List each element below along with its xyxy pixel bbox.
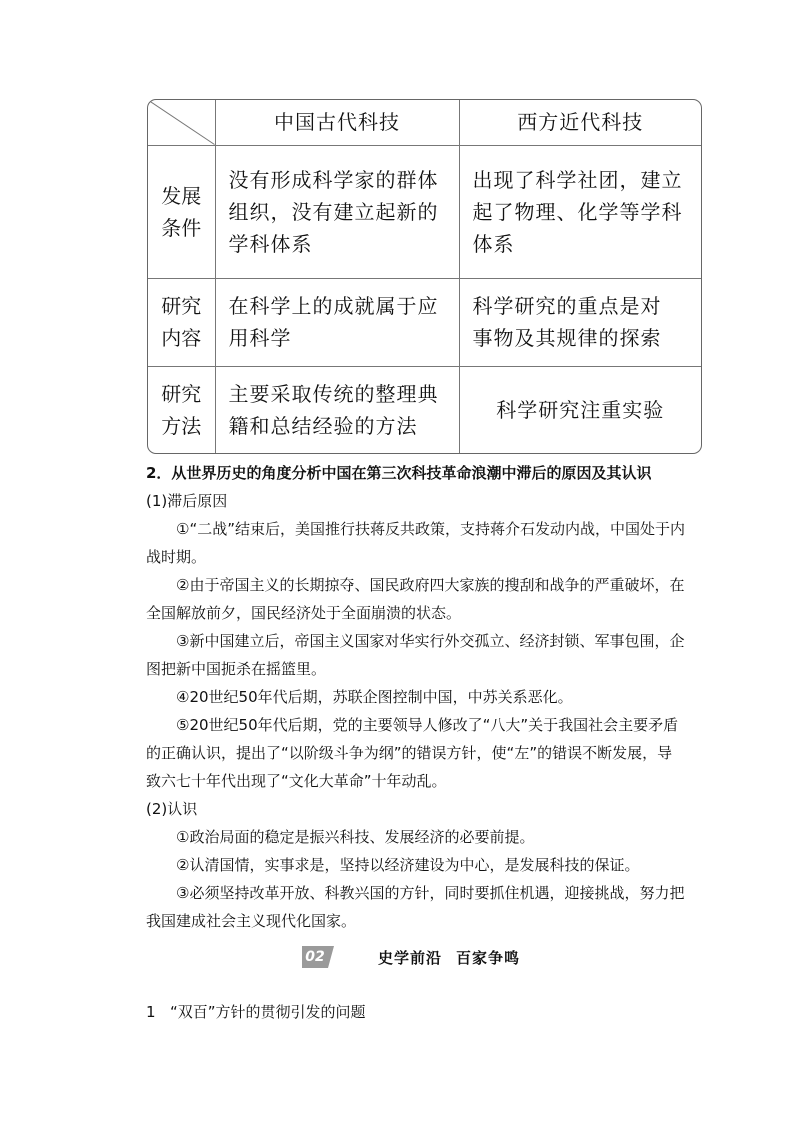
row-label: 研究 方法 [148,366,215,454]
section2-body [146,459,686,935]
diagonal-line-icon [148,100,215,145]
western-cell: 科学研究注重实验 [459,366,701,454]
row-label: 发展 条件 [148,145,215,278]
subheading-causes: (1)滞后原因 [146,492,228,510]
section-header [302,944,520,970]
cause-paragraph: ①“二战”结束后，美国推行扶蒋反共政策，支持蒋介石发动内战，中国处于内战时期。 [146,520,685,566]
cause-paragraph: ⑤20世纪50年代后期，党的主要领导人修改了“八大”关于我国社会主要矛盾的正确认识，提出了“以阶级斗争为纲”的错误方针，使“左”的错误不断发展，导致六七十年代出现了“文化大革命”十年动乱。 [146,716,679,790]
row-label: 研究 内容 [148,278,215,366]
final-list-item [146,998,366,1026]
ancient-cell: 没有形成科学家的群体 组织，没有建立起新的 学科体系 [215,145,459,278]
cause-paragraph: ③新中国建立后，帝国主义国家对华实行外交孤立、经济封锁、军事包围，企图把新中国扼杀在摇篮里。 [146,632,685,678]
table-row [148,145,701,278]
insight-paragraph: ①政治局面的稳定是振兴科技、发展经济的必要前提。 [176,828,535,846]
insight-paragraph: ③必须坚持改革开放、科教兴国的方针，同时要抓住机遇，迎接挑战，努力把我国建成社会主义现代化国家。 [146,884,685,930]
section-title: 史学前沿 百家争鸣 [378,948,521,967]
section-number-badge: 02 [302,946,328,968]
cause-paragraph: ②由于帝国主义的长期掠夺、国民政府四大家族的搜刮和战争的严重破坏，在全国解放前夕，国民经济处于全面崩溃的状态。 [146,576,685,622]
cause-paragraph: ④20世纪50年代后期，苏联企图控制中国，中苏关系恶化。 [176,688,573,706]
western-cell: 出现了科学社团，建立 起了物理、化学等学科 体系 [459,145,701,278]
item-number: 1 [146,1003,156,1021]
ancient-cell: 在科学上的成就属于应 用科学 [215,278,459,366]
insight-paragraph: ②认清国情，实事求是，坚持以经济建设为中心，是发展科技的保证。 [176,856,640,874]
table-row [148,366,701,454]
header-ancient: 中国古代科技 [215,100,459,145]
comparison-table [147,99,702,454]
table-corner-cell [148,100,215,145]
header-western: 西方近代科技 [459,100,701,145]
western-cell: 科学研究的重点是对 事物及其规律的探索 [459,278,701,366]
table-header-row [148,100,701,145]
section2-heading: 2．从世界历史的角度分析中国在第三次科技革命浪潮中滞后的原因及其认识 [146,464,652,482]
item-text: “双百”方针的贯彻引发的问题 [170,1003,366,1021]
ancient-cell: 主要采取传统的整理典 籍和总结经验的方法 [215,366,459,454]
subheading-insights: (2)认识 [146,800,198,818]
table-row [148,278,701,366]
